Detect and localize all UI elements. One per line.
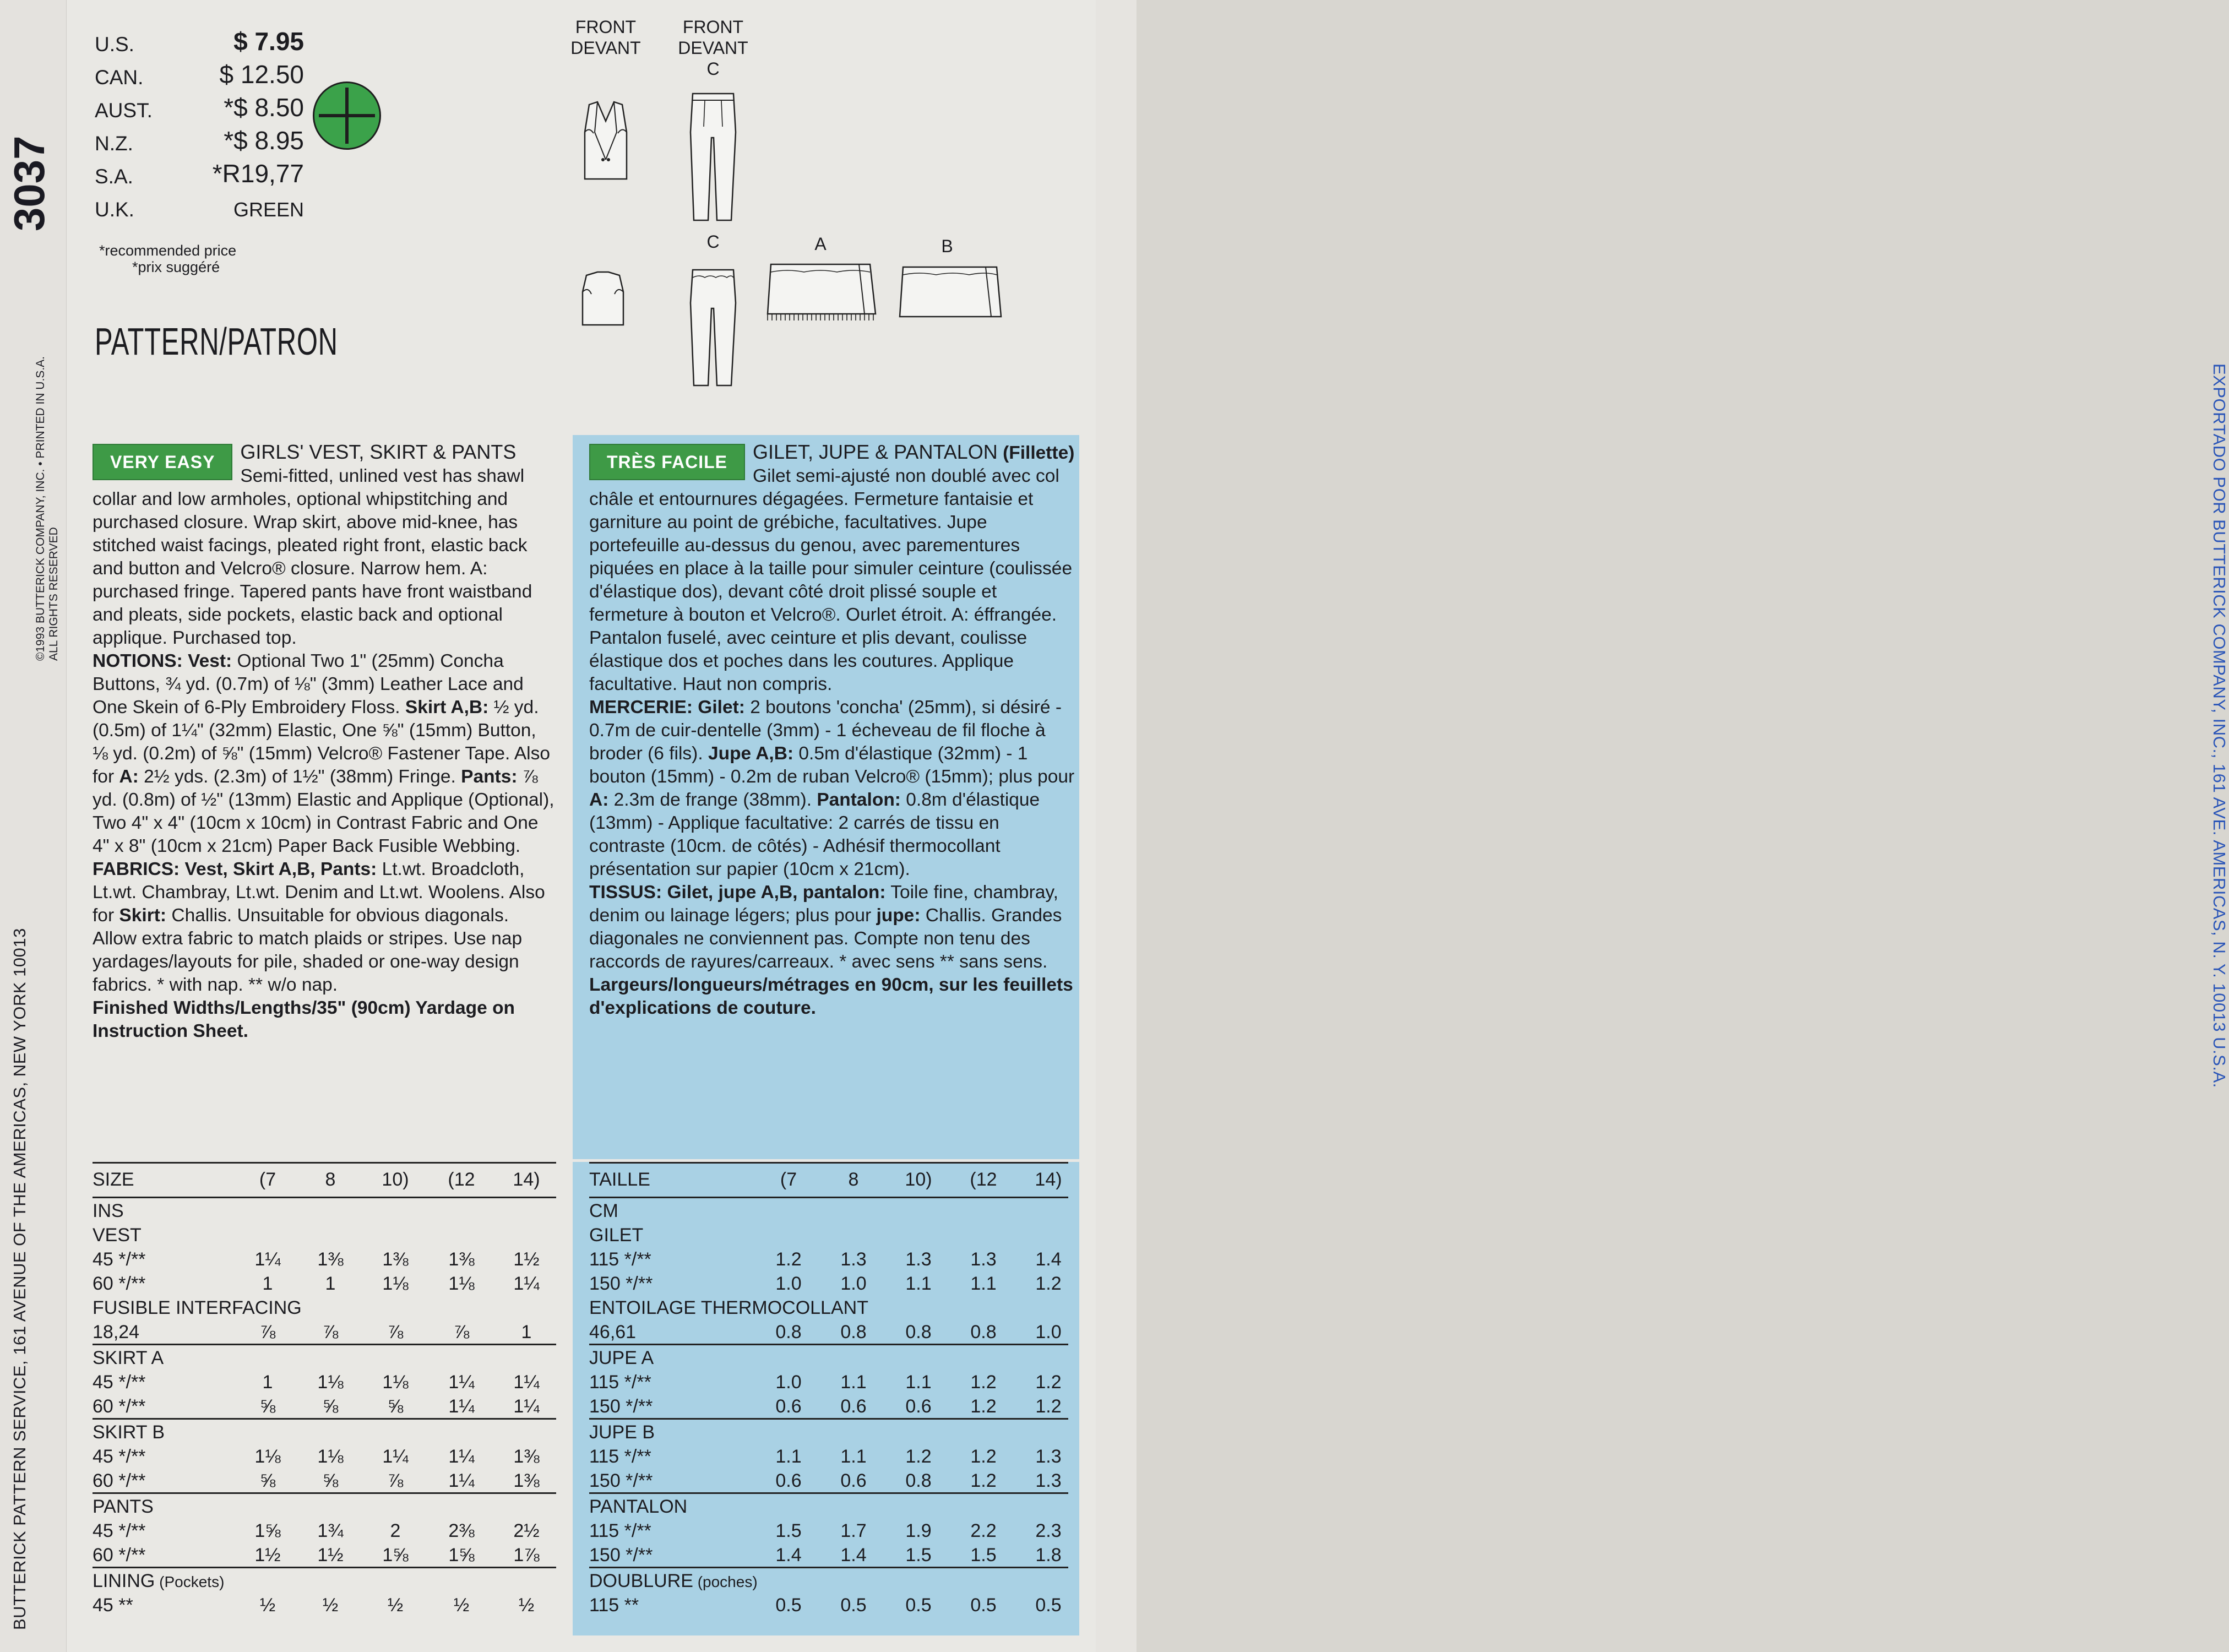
largeurs-text: Largeurs/longueurs/métrages en 90cm, sur les feuillets d'explications de couture. [589,975,1073,1018]
yardage-value: ½ [453,1595,470,1616]
yardage-value: 1.1 [905,1273,932,1294]
garment-title: LINING (Pockets) [93,1571,225,1591]
left-spine [0,0,67,1652]
yardage-row [589,1394,1068,1418]
tres-facile-badge: TRÈS FACILE [589,444,745,480]
fabric-width-label: 115 */** [589,1520,651,1541]
yardage-row [589,1593,1068,1617]
price-row [95,26,304,59]
garment-title-row [589,1492,1068,1518]
fabrics-rest-text: Challis. Unsuitable for obvious diagonals. Allow extra fabric to match plaids or stripes. Use nap yardages/layouts for pile, shaded or one-way design fabrics. * with nap. ** w/o nap. [93,905,523,995]
yardage-row [93,1542,556,1567]
yardage-value: ⅝ [387,1396,404,1417]
yardage-value: 1.2 [905,1446,932,1467]
notions-skirt-label: Skirt A,B: [405,697,489,718]
size-value: 10) [382,1169,409,1190]
yardage-value: ½ [322,1595,339,1616]
yardage-value: 0.8 [970,1322,997,1343]
yardage-row [589,1518,1068,1542]
price-country: S.A. [95,165,133,188]
pants-back-figure [688,264,738,391]
price-country: N.Z. [95,132,133,155]
garment-title-row [589,1567,1068,1593]
yardage-value: 1.2 [1035,1273,1062,1294]
garment-title-row [93,1418,556,1444]
price-value: $ 7.95 [233,27,304,56]
garment-title: VEST [93,1225,142,1246]
yardage-row [589,1468,1068,1492]
yardage-value: 0.8 [840,1322,867,1343]
garment-title: ENTOILAGE THERMOCOLLANT [589,1297,868,1318]
french-heading: GILET, JUPE & PANTALON [753,441,998,463]
mercerie-pantalon-text: 0.8m d'élastique (13mm) - Applique facultative: 2 carrés de tissu en contraste (10cm. de côtés) - Adhésif thermocollant présentation sur papier (10cm x 21cm). [589,790,1040,879]
garment-title: DOUBLURE (poches) [589,1571,758,1591]
yardage-row [93,1319,556,1344]
fabric-width-label: 60 */** [93,1545,146,1566]
yardage-row [93,1468,556,1492]
recommended-price-note [99,242,236,275]
view-label-a: A [814,234,827,254]
yardage-row [93,1370,556,1394]
size-value: (12 [448,1169,475,1190]
garment-title-row [589,1295,1068,1319]
yardage-row [93,1271,556,1295]
fabric-width-label: 60 */** [93,1273,146,1294]
price-value: *$ 8.50 [224,93,304,122]
notions-vest-text: Optional Two 1" (25mm) Concha Buttons, ¾ yd. (0.7m) of ⅛" (3mm) Leather Lace and One Skein of 6-Ply Embroidery Floss. [93,651,524,718]
yardage-value: 0.5 [840,1595,867,1616]
garment-title-row [93,1492,556,1518]
garment-title-row [93,1295,556,1319]
yardage-value: 1 [262,1372,273,1393]
pattern-number: 3037 [5,135,53,231]
yardage-value: 1¼ [448,1372,475,1393]
yardage-value: 1⅝ [448,1545,475,1566]
size-label: TAILLE [589,1169,650,1190]
yardage-value: 1.1 [840,1372,867,1393]
fabric-width-label: 150 */** [589,1545,653,1566]
fabrics-text: Lt.wt. Broadcloth, Lt.wt. Chambray, Lt.wt. Denim and Lt.wt. Woolens. Also for [93,859,545,926]
yardage-value: ⅝ [322,1470,339,1491]
yardage-value: 0.5 [970,1595,997,1616]
price-country: AUST. [95,99,153,122]
front-label [567,17,644,58]
garment-title: FUSIBLE INTERFACING [93,1297,302,1318]
yardage-value: 1.0 [775,1273,802,1294]
fabrics-label: FABRICS: [93,859,180,879]
yardage-value: 1¼ [254,1249,281,1270]
yardage-value: 1¼ [448,1396,475,1417]
recommended-price-text: *recommended price [99,242,237,259]
yardage-value: 1.0 [1035,1322,1062,1343]
yardage-row [589,1247,1068,1271]
yardage-value: 1⅛ [317,1372,344,1393]
garment-title-row [93,1222,556,1247]
yardage-value: 1.4 [840,1545,867,1566]
view-label-c: C [706,59,720,79]
fabric-width-label: 45 */** [93,1520,146,1541]
price-row [95,192,304,225]
fabric-width-label: 45 ** [93,1595,133,1616]
garment-title: GILET [589,1225,644,1246]
garment-title-row [93,1567,556,1593]
view-label-b: B [941,236,953,256]
garment-title: PANTALON [589,1496,688,1517]
vest-front-figure [578,99,633,187]
yardage-value: ⅞ [387,1470,404,1491]
yardage-value: 1.5 [775,1520,802,1541]
yardage-value: 2.2 [970,1520,997,1541]
yardage-value: 1¼ [513,1372,540,1393]
yardage-value: ⅝ [259,1470,276,1491]
yardage-row [589,1542,1068,1567]
yardage-value: 1.1 [970,1273,997,1294]
garment-title: JUPE A [589,1347,654,1368]
finished-text: Finished Widths/Lengths/35" (90cm) Yardage on Instruction Sheet. [93,998,515,1041]
yardage-value: ⅞ [322,1322,339,1343]
yardage-value: ⅞ [259,1322,276,1343]
tissus-rest-text: Challis. Grandes diagonales ne conviennent pas. Compte non tenu des raccords de rayures/carreaux. * avec sens ** sans sens. [589,905,1062,972]
yardage-value: ½ [259,1595,276,1616]
yardage-value: 0.6 [905,1396,932,1417]
vest-back-figure [578,270,628,330]
size-value: 8 [848,1169,859,1190]
yardage-value: 1 [521,1322,532,1343]
fabrics-for-label: Vest, Skirt A,B, Pants: [184,859,377,879]
price-value: *$ 8.95 [224,126,304,155]
yardage-value: 1¾ [317,1520,344,1541]
yardage-value: 1.8 [1035,1545,1062,1566]
yardage-value: 1⅞ [513,1545,540,1566]
fabric-width-label: 115 */** [589,1249,651,1270]
price-list [95,26,304,225]
price-row [95,59,304,93]
garment-title: SKIRT B [93,1422,165,1443]
yardage-value: 1.3 [970,1249,997,1270]
fabric-width-label: 60 */** [93,1470,146,1491]
yardage-value: 1⅛ [254,1446,281,1467]
fabric-width-label: 115 */** [589,1372,651,1393]
garment-title: JUPE B [589,1422,655,1443]
mercerie-label: MERCERIE: [589,697,693,718]
garment-title: PANTS [93,1496,154,1517]
yardage-row [589,1271,1068,1295]
fabric-width-label: 45 */** [93,1249,146,1270]
yardage-value: 1¼ [382,1446,409,1467]
mercerie-jupe-text: 0.5m d'élastique (32mm) - 1 bouton (15mm) - 0.2m de ruban Velcro® (15mm); plus pour [589,743,1075,787]
yardage-value: 1⅛ [382,1273,409,1294]
fabric-width-label: 150 */** [589,1396,653,1417]
french-yardage-table [589,1162,1068,1617]
size-value: 14) [513,1169,540,1190]
notions-pants-label: Pants: [461,767,518,787]
english-description [93,441,556,1043]
yardage-value: 2½ [513,1520,540,1541]
yardage-value: 1.2 [775,1249,802,1270]
yardage-row [93,1247,556,1271]
fabric-width-label: 45 */** [93,1372,146,1393]
yardage-value: 0.5 [1035,1595,1062,1616]
fabric-width-label: 150 */** [589,1273,653,1294]
yardage-value: 1⅛ [317,1446,344,1467]
yardage-value: 1.1 [905,1372,932,1393]
mercerie-gilet-text: 2 boutons 'concha' (25mm), si désiré - 0.7m de cuir-dentelle (3mm) - 1 écheveau de fil floche à broder (6 fils). [589,697,1062,764]
front-label [672,17,754,79]
tissus-jupe-label: jupe: [876,905,921,926]
view-label-c: C [706,232,720,252]
price-value: GREEN [233,198,304,221]
yardage-value: 0.5 [905,1595,932,1616]
right-edge [1096,0,2229,1652]
pattern-title: PATTERN/PATRON [95,320,338,363]
unit-row [93,1198,556,1222]
size-value: (7 [780,1169,797,1190]
yardage-value: 0.8 [905,1470,932,1491]
skirt-b-figure [898,262,1002,322]
skirt-a-figure [765,259,881,330]
rights-text: ALL RIGHTS RESERVED [47,527,60,661]
yardage-value: 1.5 [905,1545,932,1566]
very-easy-badge: VERY EASY [93,444,232,480]
yardage-row [589,1370,1068,1394]
yardage-value: 1⅜ [382,1249,409,1270]
notions-vest-label: Vest: [188,651,232,671]
yardage-value: 0.5 [775,1595,802,1616]
copyright-text: ©1993 BUTTERICK COMPANY, INC. • PRINTED IN U.S.A. [34,356,47,661]
tissus-text: Toile fine, chambray, denim ou lainage légers; plus pour [589,882,1058,926]
yardage-row [589,1319,1068,1344]
yardage-value: 1½ [317,1545,344,1566]
yardage-value: 1.3 [840,1249,867,1270]
fabric-width-label: 60 */** [93,1396,146,1417]
yardage-value: 1.2 [970,1446,997,1467]
front-text: FRONT [575,17,637,37]
prix-suggere-text: *prix suggéré [132,259,220,275]
yardage-value: 1.2 [970,1396,997,1417]
size-value: 8 [325,1169,336,1190]
yardage-value: 1.3 [1035,1470,1062,1491]
price-row [95,93,304,126]
fillette-label: (Fillette) [1003,443,1075,463]
pants-front-figure [688,88,738,226]
yardage-value: 1.3 [905,1249,932,1270]
price-value: $ 12.50 [219,60,304,89]
yardage-value: 1.9 [905,1520,932,1541]
yardage-value: 0.6 [775,1396,802,1417]
fabric-width-label: 45 */** [93,1446,146,1467]
yardage-value: 1⅝ [254,1520,281,1541]
yardage-value: 1¼ [513,1396,540,1417]
unit-label: INS [93,1200,124,1221]
yardage-value: 1⅝ [382,1545,409,1566]
mercerie-gilet-label: Gilet: [698,697,745,718]
yardage-value: ⅞ [453,1322,470,1343]
unit-label: CM [589,1200,618,1221]
fabric-width-label: 18,24 [93,1322,140,1343]
yardage-value: 1.4 [1035,1249,1062,1270]
garment-title-note: (Pockets) [155,1573,225,1590]
yardage-value: ½ [387,1595,404,1616]
fabrics-skirt-label: Skirt: [119,905,167,926]
green-symbol-icon [313,81,381,150]
yardage-value: 0.6 [775,1470,802,1491]
yardage-value: ⅝ [322,1396,339,1417]
mercerie-jupe-label: Jupe A,B: [708,743,794,764]
size-header-row [589,1162,1068,1198]
yardage-value: 1¼ [448,1446,475,1467]
tissus-for-label: Gilet, jupe A,B, pantalon: [667,882,886,903]
garment-title-note: (poches) [693,1573,758,1590]
yardage-value: 1.0 [840,1273,867,1294]
yardage-row [589,1444,1068,1468]
yardage-value: 1.2 [970,1372,997,1393]
notions-a-label: A: [119,767,139,787]
size-value: (12 [970,1169,997,1190]
yardage-value: 1⅜ [448,1249,475,1270]
notions-pants-text: ⅞ yd. (0.8m) of ½" (13mm) Elastic and Applique (Optional), Two 4" x 4" (10cm x 10cm) in Contrast Fabric and One 4" x 8" (10cm x 21cm) Paper Back Fusible Webbing. [93,767,554,856]
price-country: U.S. [95,33,134,56]
yardage-value: 1.1 [840,1446,867,1467]
yardage-value: 2⅜ [448,1520,475,1541]
yardage-value: 1⅜ [513,1470,540,1491]
french-panel [573,435,1079,1159]
yardage-value: 1.2 [1035,1396,1062,1417]
fabric-width-label: 150 */** [589,1470,653,1491]
devant-text: DEVANT [570,38,641,58]
yardage-value: 1.5 [970,1545,997,1566]
yardage-value: 1.4 [775,1545,802,1566]
garment-title: SKIRT A [93,1347,164,1368]
fabric-width-label: 46,61 [589,1322,637,1343]
french-description [589,441,1075,1020]
devant-text: DEVANT [678,38,748,58]
spine-copyright [34,356,61,661]
yardage-value: 1¼ [448,1470,475,1491]
english-yardage-table [93,1162,556,1617]
yardage-value: 0.6 [840,1396,867,1417]
yardage-tables [93,1162,1089,1635]
garment-title-row [589,1344,1068,1370]
price-value: *R19,77 [212,159,304,188]
yardage-value: 1¼ [513,1273,540,1294]
garment-title-row [589,1418,1068,1444]
size-value: 14) [1035,1169,1062,1190]
yardage-value: 1.3 [1035,1446,1062,1467]
yardage-value: 2 [390,1520,401,1541]
english-heading: GIRLS' VEST, SKIRT & PANTS [240,441,517,463]
yardage-value: 1½ [254,1545,281,1566]
front-text: FRONT [682,17,744,37]
yardage-value: 1⅜ [513,1446,540,1467]
size-value: 10) [905,1169,932,1190]
size-header-row [93,1162,556,1198]
yardage-value: ⅝ [259,1396,276,1417]
fabric-width-label: 115 ** [589,1595,639,1616]
yardage-value: 1⅜ [317,1249,344,1270]
yardage-value: 1 [325,1273,336,1294]
yardage-row [93,1593,556,1617]
mercerie-pantalon-label: Pantalon: [817,790,901,810]
french-description-text: Gilet semi-ajusté non doublé avec col châle et entournures dégagées. Fermeture fantaisie et garniture au point de grébiche, facultatives. Jupe portefeuille au-dessus du genou, avec parementures piquées en place à la taille pour simuler ceinture (coulissée d'élastique dos), devant côté droit plissé souple et fermeture à bouton et Velcro®. Ourlet étroit. A: éffrangée. Pantalon fuselé, avec ceinture et plis devant, coulisse élastique dos et poches dans les coutures. Applique facultative. Haut non compris. [589,466,1073,694]
yardage-value: 1 [262,1273,273,1294]
yardage-value: ½ [518,1595,535,1616]
tissus-label: TISSUS: [589,882,662,903]
yardage-value: ⅞ [387,1322,404,1343]
spine-address: BUTTERICK PATTERN SERVICE, 161 AVENUE OF THE AMERICAS, NEW YORK 10013 [10,928,29,1630]
yardage-value: 2.3 [1035,1520,1062,1541]
mercerie-a-label: A: [589,790,609,810]
yardage-value: 1.7 [840,1520,867,1541]
yardage-row [93,1394,556,1418]
garment-title-row [589,1222,1068,1247]
yardage-value: 1.2 [1035,1372,1062,1393]
notions-label: NOTIONS: [93,651,183,671]
yardage-value: 0.8 [775,1322,802,1343]
export-text: EXPORTADO POR BUTTERICK COMPANY, INC., 161 AVE. AMERICAS, N. Y. 10013 U.S.A. [2210,363,2229,1088]
notions-a-text: 2½ yds. (2.3m) of 1½" (38mm) Fringe. [144,767,456,787]
english-description-text: Semi-fitted, unlined vest has shawl collar and low armholes, optional whipstitching and purchased closure. Wrap skirt, above mid-knee, has stitched waist facings, pleated right front, elastic back and button and Velcro® closure. Narrow hem. A: purchased fringe. Tapered pants have front waistband and pleats, side pockets, elastic back and optional applique. Purchased top. [93,466,532,648]
fabric-width-label: 115 */** [589,1446,651,1467]
mercerie-a-text: 2.3m de frange (38mm). [613,790,812,810]
unit-row [589,1198,1068,1222]
yardage-value: 0.8 [905,1322,932,1343]
price-country: CAN. [95,66,144,89]
yardage-value: 1.2 [970,1470,997,1491]
price-row [95,126,304,159]
yardage-value: 1⅛ [382,1372,409,1393]
yardage-value: 0.6 [840,1470,867,1491]
yardage-value: 1.1 [775,1446,802,1467]
price-row [95,159,304,192]
yardage-value: 1.0 [775,1372,802,1393]
price-country: U.K. [95,198,134,221]
yardage-value: 1⅛ [448,1273,475,1294]
notions-skirt-text: ½ yd. (0.5m) of 1¼" (32mm) Elastic, One ⅝" (15mm) Button, ⅛ yd. (0.2m) of ⅝" (15mm) Velcro® Fastener Tape. Also for [93,697,550,787]
size-value: (7 [259,1169,276,1190]
size-label: SIZE [93,1169,134,1190]
garment-title-row [93,1344,556,1370]
yardage-row [93,1518,556,1542]
yardage-row [93,1444,556,1468]
yardage-value: 1½ [513,1249,540,1270]
